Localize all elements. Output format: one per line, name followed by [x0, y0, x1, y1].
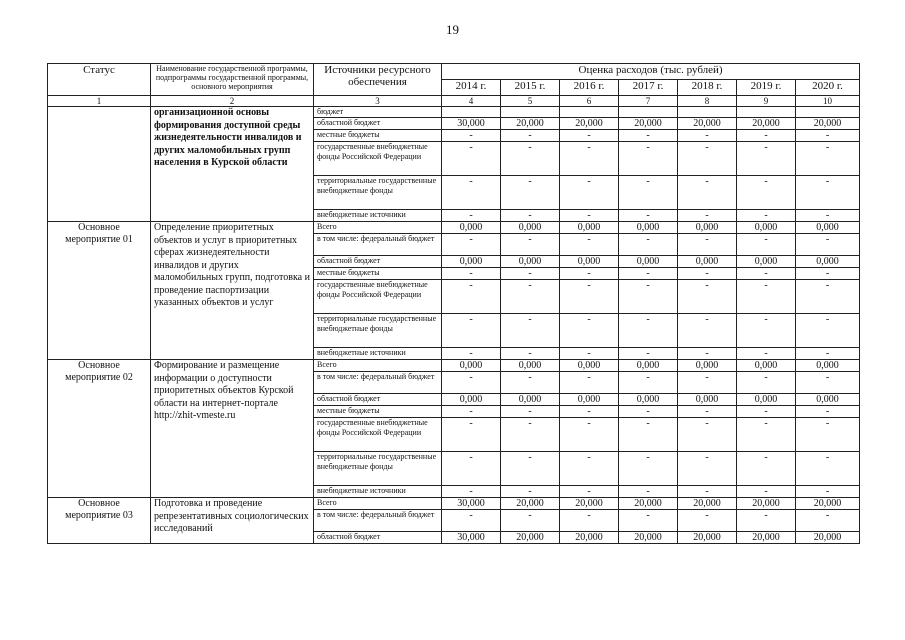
value-cell: - — [442, 142, 501, 176]
value-cell: - — [796, 510, 860, 532]
column-number: 4 — [442, 96, 501, 107]
value-cell: - — [442, 130, 501, 142]
column-number: 10 — [796, 96, 860, 107]
source-cell: в том числе: федеральный бюджет — [314, 510, 442, 532]
header-year: 2019 г. — [737, 80, 796, 96]
value-cell: - — [737, 418, 796, 452]
value-cell: 0,000 — [560, 394, 619, 406]
value-cell: - — [619, 268, 678, 280]
value-cell: - — [737, 176, 796, 210]
value-cell: - — [678, 486, 737, 498]
source-cell: территориальные государственные внебюджетные фонды — [314, 452, 442, 486]
value-cell: - — [796, 372, 860, 394]
value-cell: 0,000 — [501, 360, 560, 372]
header-year: 2016 г. — [560, 80, 619, 96]
value-cell: - — [678, 130, 737, 142]
value-cell: - — [501, 348, 560, 360]
value-cell: - — [619, 314, 678, 348]
source-cell: государственные внебюджетные фонды Российской Федерации — [314, 418, 442, 452]
value-cell: 0,000 — [442, 360, 501, 372]
value-cell: 0,000 — [442, 256, 501, 268]
value-cell: - — [619, 142, 678, 176]
value-cell: - — [560, 452, 619, 486]
value-cell: - — [796, 348, 860, 360]
value-cell: 0,000 — [737, 222, 796, 234]
header-year: 2014 г. — [442, 80, 501, 96]
header-status: Статус — [48, 64, 151, 96]
value-cell — [796, 107, 860, 118]
value-cell: - — [560, 348, 619, 360]
value-cell: - — [737, 268, 796, 280]
value-cell: - — [796, 234, 860, 256]
value-cell: - — [619, 176, 678, 210]
value-cell: - — [442, 234, 501, 256]
value-cell: 20,000 — [796, 498, 860, 510]
value-cell: - — [796, 452, 860, 486]
value-cell: 0,000 — [501, 222, 560, 234]
value-cell: - — [560, 142, 619, 176]
source-cell: территориальные государственные внебюджетные фонды — [314, 176, 442, 210]
value-cell: - — [796, 486, 860, 498]
value-cell: - — [678, 348, 737, 360]
value-cell: - — [737, 486, 796, 498]
table-row — [48, 222, 860, 234]
value-cell: 0,000 — [737, 360, 796, 372]
value-cell: - — [619, 372, 678, 394]
value-cell: - — [678, 418, 737, 452]
value-cell: - — [737, 130, 796, 142]
value-cell: - — [501, 142, 560, 176]
header-year: 2017 г. — [619, 80, 678, 96]
value-cell: 20,000 — [619, 532, 678, 544]
value-cell: - — [678, 142, 737, 176]
column-number: 6 — [560, 96, 619, 107]
value-cell: - — [678, 372, 737, 394]
value-cell: 0,000 — [678, 256, 737, 268]
value-cell: - — [737, 234, 796, 256]
value-cell: - — [737, 452, 796, 486]
status-cell: Основное мероприятие 01 — [48, 222, 151, 360]
value-cell: - — [501, 314, 560, 348]
value-cell: 0,000 — [501, 256, 560, 268]
column-number: 7 — [619, 96, 678, 107]
value-cell: - — [737, 280, 796, 314]
value-cell: - — [560, 176, 619, 210]
value-cell: 0,000 — [796, 394, 860, 406]
column-number: 1 — [48, 96, 151, 107]
value-cell: 0,000 — [678, 360, 737, 372]
value-cell: 20,000 — [560, 532, 619, 544]
value-cell: - — [737, 406, 796, 418]
value-cell: - — [619, 510, 678, 532]
measure-name-cell: организационной основы формирования доступной среды жизнедеятельности инвалидов и других маломобильных групп населения в Курской области — [151, 107, 314, 222]
value-cell: - — [501, 510, 560, 532]
value-cell: - — [737, 372, 796, 394]
value-cell: - — [560, 130, 619, 142]
value-cell: - — [560, 372, 619, 394]
status-cell: Основное мероприятие 03 — [48, 498, 151, 544]
value-cell: 20,000 — [796, 532, 860, 544]
header-row-1 — [48, 64, 860, 80]
value-cell: 0,000 — [796, 222, 860, 234]
value-cell: 0,000 — [737, 394, 796, 406]
value-cell — [737, 107, 796, 118]
value-cell: - — [796, 268, 860, 280]
table-row — [48, 498, 860, 510]
value-cell: - — [501, 234, 560, 256]
value-cell: - — [678, 280, 737, 314]
value-cell: - — [501, 268, 560, 280]
value-cell: 20,000 — [678, 498, 737, 510]
source-cell: Всего — [314, 222, 442, 234]
column-number: 8 — [678, 96, 737, 107]
value-cell: - — [737, 314, 796, 348]
value-cell: 0,000 — [737, 256, 796, 268]
value-cell: 30,000 — [442, 498, 501, 510]
source-cell: в том числе: федеральный бюджет — [314, 372, 442, 394]
value-cell: 20,000 — [796, 118, 860, 130]
column-number: 3 — [314, 96, 442, 107]
value-cell: 30,000 — [442, 118, 501, 130]
value-cell: 0,000 — [796, 256, 860, 268]
value-cell: - — [560, 234, 619, 256]
source-cell: внебюджетные источники — [314, 486, 442, 498]
source-cell: государственные внебюджетные фонды Российской Федерации — [314, 280, 442, 314]
value-cell: - — [501, 452, 560, 486]
value-cell: - — [737, 510, 796, 532]
header-year: 2020 г. — [796, 80, 860, 96]
source-cell: областной бюджет — [314, 394, 442, 406]
header-estimate: Оценка расходов (тыс. рублей) — [442, 64, 860, 80]
value-cell: - — [560, 510, 619, 532]
source-cell: местные бюджеты — [314, 268, 442, 280]
status-cell: Основное мероприятие 02 — [48, 360, 151, 498]
value-cell: - — [737, 210, 796, 222]
value-cell: - — [560, 486, 619, 498]
measure-name-cell: Подготовка и проведение репрезентативных социологических исследований — [151, 498, 314, 544]
value-cell: - — [796, 280, 860, 314]
value-cell: - — [442, 176, 501, 210]
value-cell: - — [737, 348, 796, 360]
value-cell: - — [501, 176, 560, 210]
value-cell: 0,000 — [619, 256, 678, 268]
value-cell — [560, 107, 619, 118]
value-cell: - — [501, 486, 560, 498]
value-cell: - — [442, 280, 501, 314]
table-row — [48, 360, 860, 372]
value-cell: - — [619, 130, 678, 142]
source-cell: внебюджетные источники — [314, 348, 442, 360]
value-cell: - — [442, 418, 501, 452]
column-number: 5 — [501, 96, 560, 107]
source-cell: внебюджетные источники — [314, 210, 442, 222]
source-cell: Всего — [314, 498, 442, 510]
value-cell: - — [796, 142, 860, 176]
header-year: 2018 г. — [678, 80, 737, 96]
resource-table — [47, 63, 860, 544]
value-cell: 30,000 — [442, 532, 501, 544]
value-cell: - — [678, 234, 737, 256]
value-cell: - — [501, 210, 560, 222]
value-cell: - — [678, 268, 737, 280]
table-body — [48, 107, 860, 544]
value-cell: - — [796, 210, 860, 222]
value-cell: - — [796, 314, 860, 348]
value-cell: - — [619, 486, 678, 498]
status-cell — [48, 107, 151, 222]
value-cell: - — [619, 280, 678, 314]
value-cell: - — [442, 406, 501, 418]
value-cell: - — [560, 406, 619, 418]
value-cell: - — [678, 452, 737, 486]
source-cell: территориальные государственные внебюджетные фонды — [314, 314, 442, 348]
value-cell: - — [442, 452, 501, 486]
value-cell: - — [619, 418, 678, 452]
column-number: 9 — [737, 96, 796, 107]
value-cell — [442, 107, 501, 118]
value-cell: - — [678, 314, 737, 348]
value-cell: - — [737, 142, 796, 176]
value-cell: - — [619, 234, 678, 256]
source-cell: Всего — [314, 360, 442, 372]
value-cell — [678, 107, 737, 118]
value-cell: 20,000 — [737, 118, 796, 130]
value-cell: 0,000 — [619, 360, 678, 372]
value-cell: 0,000 — [678, 222, 737, 234]
value-cell: - — [560, 280, 619, 314]
page-number: 19 — [446, 22, 459, 37]
source-cell: местные бюджеты — [314, 130, 442, 142]
header-year: 2015 г. — [501, 80, 560, 96]
value-cell: - — [796, 176, 860, 210]
value-cell: 0,000 — [501, 394, 560, 406]
value-cell: - — [442, 348, 501, 360]
value-cell: 0,000 — [560, 222, 619, 234]
value-cell: - — [678, 406, 737, 418]
value-cell: - — [501, 418, 560, 452]
source-cell: бюджет — [314, 107, 442, 118]
value-cell: - — [796, 130, 860, 142]
value-cell: 0,000 — [678, 394, 737, 406]
value-cell: - — [619, 348, 678, 360]
value-cell: - — [796, 418, 860, 452]
value-cell: - — [560, 210, 619, 222]
value-cell: - — [678, 176, 737, 210]
header-sources: Источники ресурсного обеспечения — [314, 64, 442, 96]
value-cell: - — [442, 268, 501, 280]
value-cell: 20,000 — [501, 498, 560, 510]
header-row-numbers — [48, 96, 860, 107]
value-cell: - — [560, 418, 619, 452]
value-cell: - — [501, 280, 560, 314]
value-cell: 20,000 — [678, 118, 737, 130]
value-cell: 0,000 — [442, 222, 501, 234]
value-cell: 20,000 — [619, 498, 678, 510]
value-cell: - — [678, 210, 737, 222]
value-cell: 20,000 — [737, 498, 796, 510]
value-cell: 20,000 — [501, 532, 560, 544]
value-cell: - — [442, 210, 501, 222]
column-number: 2 — [151, 96, 314, 107]
value-cell: - — [796, 406, 860, 418]
value-cell: - — [560, 314, 619, 348]
value-cell: 20,000 — [737, 532, 796, 544]
value-cell: - — [442, 510, 501, 532]
value-cell: 0,000 — [442, 394, 501, 406]
measure-name-cell: Определение приоритетных объектов и услуг в приоритетных сферах жизнедеятельности инвалидов и других маломобильных групп, подготовка и проведение паспортизации указанных объектов и услуг — [151, 222, 314, 360]
header-name: Наименование государственной программы, подпрограммы государственной программы, основного мероприятия — [151, 64, 314, 96]
value-cell: 20,000 — [678, 532, 737, 544]
value-cell: 0,000 — [560, 256, 619, 268]
value-cell: - — [619, 210, 678, 222]
value-cell: - — [442, 486, 501, 498]
source-cell: в том числе: федеральный бюджет — [314, 234, 442, 256]
value-cell: 20,000 — [560, 118, 619, 130]
table-row — [48, 107, 860, 118]
value-cell: - — [442, 314, 501, 348]
measure-name-cell: Формирование и размещение информации о доступности приоритетных объектов Курской области на интернет-портале http://zhit-vmeste.ru — [151, 360, 314, 498]
value-cell: - — [501, 372, 560, 394]
value-cell: 20,000 — [619, 118, 678, 130]
source-cell: областной бюджет — [314, 532, 442, 544]
value-cell — [501, 107, 560, 118]
value-cell: 20,000 — [501, 118, 560, 130]
source-cell: местные бюджеты — [314, 406, 442, 418]
value-cell: - — [442, 372, 501, 394]
value-cell: - — [678, 510, 737, 532]
value-cell: 0,000 — [560, 360, 619, 372]
value-cell — [619, 107, 678, 118]
source-cell: областной бюджет — [314, 118, 442, 130]
value-cell: 0,000 — [796, 360, 860, 372]
value-cell: 20,000 — [560, 498, 619, 510]
value-cell: - — [619, 406, 678, 418]
value-cell: - — [560, 268, 619, 280]
value-cell: - — [619, 452, 678, 486]
source-cell: государственные внебюджетные фонды Российской Федерации — [314, 142, 442, 176]
value-cell: - — [501, 130, 560, 142]
source-cell: областной бюджет — [314, 256, 442, 268]
value-cell: 0,000 — [619, 222, 678, 234]
value-cell: - — [501, 406, 560, 418]
value-cell: 0,000 — [619, 394, 678, 406]
